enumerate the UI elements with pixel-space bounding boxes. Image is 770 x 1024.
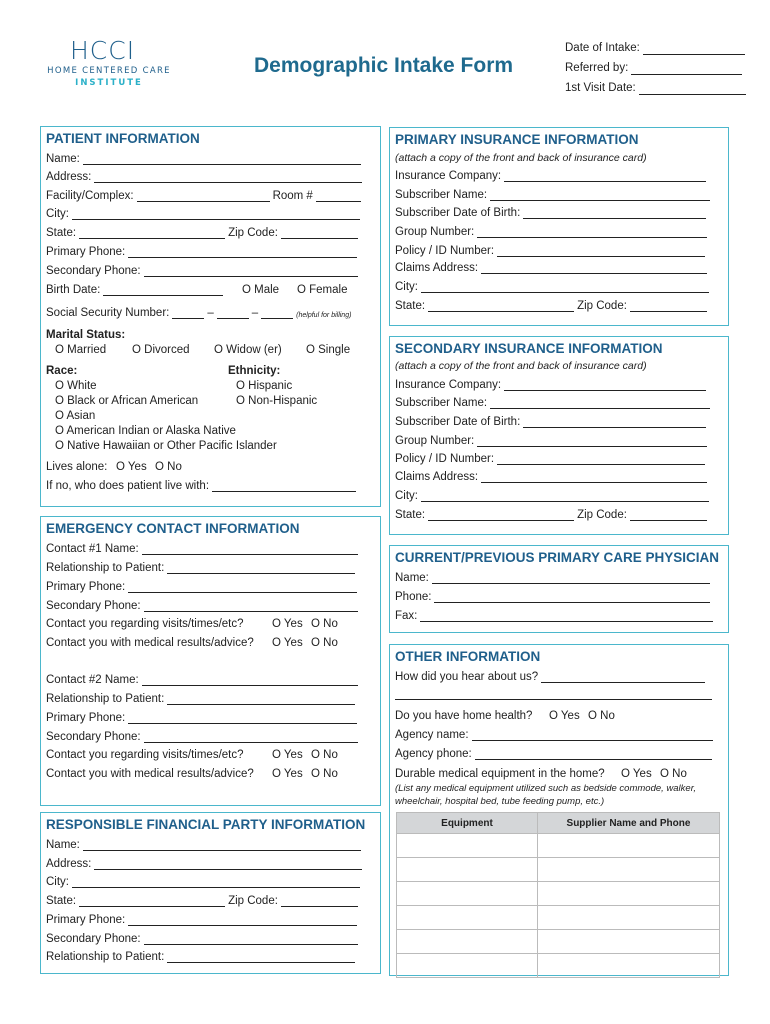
contact1-results-question: Contact you with medical results/advice? (46, 637, 254, 649)
hispanic-option[interactable]: O Hispanic (236, 380, 293, 392)
patient-address-field[interactable]: Address: (46, 171, 365, 183)
marital-status-label: Marital Status: (46, 329, 126, 341)
equipment-cell[interactable] (397, 954, 538, 978)
patient-name-field[interactable]: Name: (46, 153, 364, 165)
equipment-cell[interactable] (397, 906, 538, 930)
contact2-visits-question: Contact you regarding visits/times/etc? (46, 749, 244, 761)
equipment-column-header: Equipment (397, 813, 538, 834)
dme-no[interactable]: O No (660, 768, 687, 780)
secondary-city-field[interactable]: City: (395, 490, 712, 502)
secondary-dob-field[interactable]: Subscriber Date of Birth: (395, 416, 709, 428)
equipment-cell[interactable] (397, 882, 538, 906)
secondary-subscriber-field[interactable]: Subscriber Name: (395, 397, 713, 409)
primary-city-field[interactable]: City: (395, 281, 712, 293)
secondary-state-zip-field[interactable]: State: Zip Code: (395, 509, 710, 521)
logo-line-1: HOME CENTERED CARE (47, 66, 171, 76)
ssn-field[interactable]: Social Security Number: – – (helpful for billing) (46, 307, 352, 319)
race-hawaiian-option[interactable]: O Native Hawaiian or Other Pacific Islander (55, 440, 277, 452)
primary-dob-field[interactable]: Subscriber Date of Birth: (395, 207, 709, 219)
lives-with-field[interactable]: If no, who does patient live with: (46, 480, 359, 492)
contact2-visits-no[interactable]: O No (311, 749, 338, 761)
contact2-results-no[interactable]: O No (311, 768, 338, 780)
financial-relationship-field[interactable]: Relationship to Patient: (46, 951, 358, 963)
table-row[interactable] (397, 930, 720, 954)
primary-subscriber-field[interactable]: Subscriber Name: (395, 189, 713, 201)
ethnicity-label: Ethnicity: (228, 365, 281, 377)
secondary-company-field[interactable]: Insurance Company: (395, 379, 709, 391)
dme-note-line-1: (List any medical equipment utilized such as bedside commode, walker, (395, 783, 696, 794)
race-black-option[interactable]: O Black or African American (55, 395, 199, 407)
supplier-cell[interactable] (538, 858, 720, 882)
contact1-visits-yes[interactable]: O Yes (272, 618, 303, 630)
financial-name-field[interactable]: Name: (46, 839, 364, 851)
financial-primary-phone-field[interactable]: Primary Phone: (46, 914, 360, 926)
patient-primary-phone-field[interactable]: Primary Phone: (46, 246, 360, 258)
supplier-cell[interactable] (538, 882, 720, 906)
date-of-intake-field[interactable]: Date of Intake: (565, 42, 745, 55)
race-label: Race: (46, 365, 78, 377)
emergency-contact-section (40, 516, 381, 806)
patient-city-field[interactable]: City: (46, 208, 363, 220)
equipment-table (396, 812, 720, 978)
section-title: SECONDARY INSURANCE INFORMATION (395, 341, 663, 356)
table-row[interactable] (397, 882, 720, 906)
physician-phone-field[interactable]: Phone: (395, 591, 713, 603)
hear-about-line-2[interactable] (395, 699, 712, 700)
married-option[interactable]: O Married (55, 344, 107, 356)
insurance-card-note: (attach a copy of the front and back of insurance card) (395, 152, 647, 164)
secondary-claims-field[interactable]: Claims Address: (395, 471, 710, 483)
financial-state-zip-field[interactable]: State: Zip Code: (46, 895, 361, 907)
home-health-yes[interactable]: O Yes (549, 710, 580, 722)
divorced-option[interactable]: O Divorced (132, 344, 190, 356)
insurance-card-note: (attach a copy of the front and back of insurance card) (395, 360, 647, 372)
contact1-relationship-field[interactable]: Relationship to Patient: (46, 562, 358, 574)
primary-state-zip-field[interactable]: State: Zip Code: (395, 300, 710, 312)
contact1-results-no[interactable]: O No (311, 637, 338, 649)
contact2-visits-yes[interactable]: O Yes (272, 749, 303, 761)
secondary-policy-field[interactable]: Policy / ID Number: (395, 453, 708, 465)
supplier-cell[interactable] (538, 954, 720, 978)
table-row[interactable] (397, 858, 720, 882)
section-title: PRIMARY INSURANCE INFORMATION (395, 132, 639, 147)
contact2-secondary-phone-field[interactable]: Secondary Phone: (46, 731, 361, 743)
financial-city-field[interactable]: City: (46, 876, 363, 888)
non-hispanic-option[interactable]: O Non-Hispanic (236, 395, 318, 407)
contact2-relationship-field[interactable]: Relationship to Patient: (46, 693, 358, 705)
contact2-results-question: Contact you with medical results/advice? (46, 768, 254, 780)
contact2-results-yes[interactable]: O Yes (272, 768, 303, 780)
section-title: EMERGENCY CONTACT INFORMATION (46, 521, 300, 536)
financial-address-field[interactable]: Address: (46, 858, 365, 870)
lives-alone-label: Lives alone: (46, 461, 108, 473)
supplier-cell[interactable] (538, 930, 720, 954)
dme-question: Durable medical equipment in the home? (395, 768, 605, 780)
contact2-primary-phone-field[interactable]: Primary Phone: (46, 712, 360, 724)
patient-state-zip-field[interactable]: State: Zip Code: (46, 227, 361, 239)
contact1-primary-phone-field[interactable]: Primary Phone: (46, 581, 360, 593)
female-option[interactable]: O Female (297, 284, 348, 296)
race-asian-option[interactable]: O Asian (55, 410, 96, 422)
equipment-cell[interactable] (397, 858, 538, 882)
supplier-cell[interactable] (538, 834, 720, 858)
home-health-question: Do you have home health? (395, 710, 533, 722)
single-option[interactable]: O Single (306, 344, 351, 356)
equipment-cell[interactable] (397, 834, 538, 858)
section-title: OTHER INFORMATION (395, 649, 541, 664)
patient-secondary-phone-field[interactable]: Secondary Phone: (46, 265, 361, 277)
physician-name-field[interactable]: Name: (395, 572, 713, 584)
facility-field[interactable]: Facility/Complex: Room # (46, 190, 364, 202)
contact1-visits-no[interactable]: O No (311, 618, 338, 630)
supplier-column-header: Supplier Name and Phone (538, 813, 720, 834)
dme-note-line-2: wheelchair, hospital bed, tube feeding pump, etc.) (395, 796, 605, 807)
dme-yes[interactable]: O Yes (621, 768, 652, 780)
race-american-indian-option[interactable]: O American Indian or Alaska Native (55, 425, 236, 437)
logo-line-2: INSTITUTE (75, 78, 143, 88)
contact1-name-field[interactable]: Contact #1 Name: (46, 543, 361, 555)
table-header-row (397, 813, 720, 834)
financial-party-section (40, 812, 381, 974)
table-row[interactable] (397, 906, 720, 930)
contact1-results-yes[interactable]: O Yes (272, 637, 303, 649)
contact2-name-field[interactable]: Contact #2 Name: (46, 674, 361, 686)
agency-name-field[interactable]: Agency name: (395, 729, 716, 741)
supplier-cell[interactable] (538, 906, 720, 930)
section-title: RESPONSIBLE FINANCIAL PARTY INFORMATION (46, 817, 366, 832)
contact1-secondary-phone-field[interactable]: Secondary Phone: (46, 600, 361, 612)
home-health-no[interactable]: O No (588, 710, 615, 722)
secondary-group-field[interactable]: Group Number: (395, 435, 710, 447)
primary-policy-field[interactable]: Policy / ID Number: (395, 245, 708, 257)
equipment-cell[interactable] (397, 930, 538, 954)
section-title: CURRENT/PREVIOUS PRIMARY CARE PHYSICIAN (395, 550, 720, 565)
primary-group-field[interactable]: Group Number: (395, 226, 710, 238)
table-row[interactable] (397, 954, 720, 978)
financial-secondary-phone-field[interactable]: Secondary Phone: (46, 933, 361, 945)
primary-claims-field[interactable]: Claims Address: (395, 262, 710, 274)
birth-date-field[interactable]: Birth Date: (46, 284, 226, 296)
agency-phone-field[interactable]: Agency phone: (395, 748, 715, 760)
hear-about-field[interactable]: How did you hear about us? (395, 671, 708, 683)
lives-alone-no-option[interactable]: O No (155, 461, 182, 473)
form-title: Demographic Intake Form (254, 54, 514, 77)
widow-option[interactable]: O Widow (er) (214, 344, 282, 356)
contact1-visits-question: Contact you regarding visits/times/etc? (46, 618, 244, 630)
table-row[interactable] (397, 834, 720, 858)
physician-fax-field[interactable]: Fax: (395, 610, 716, 622)
section-title: PATIENT INFORMATION (46, 131, 200, 146)
first-visit-field[interactable]: 1st Visit Date: (565, 82, 746, 95)
primary-company-field[interactable]: Insurance Company: (395, 170, 709, 182)
referred-by-field[interactable]: Referred by: (565, 62, 742, 75)
lives-alone-yes-option[interactable]: O Yes (116, 461, 147, 473)
race-white-option[interactable]: O White (55, 380, 97, 392)
hcci-logo: HCCI (70, 36, 136, 65)
male-option[interactable]: O Male (242, 284, 280, 296)
